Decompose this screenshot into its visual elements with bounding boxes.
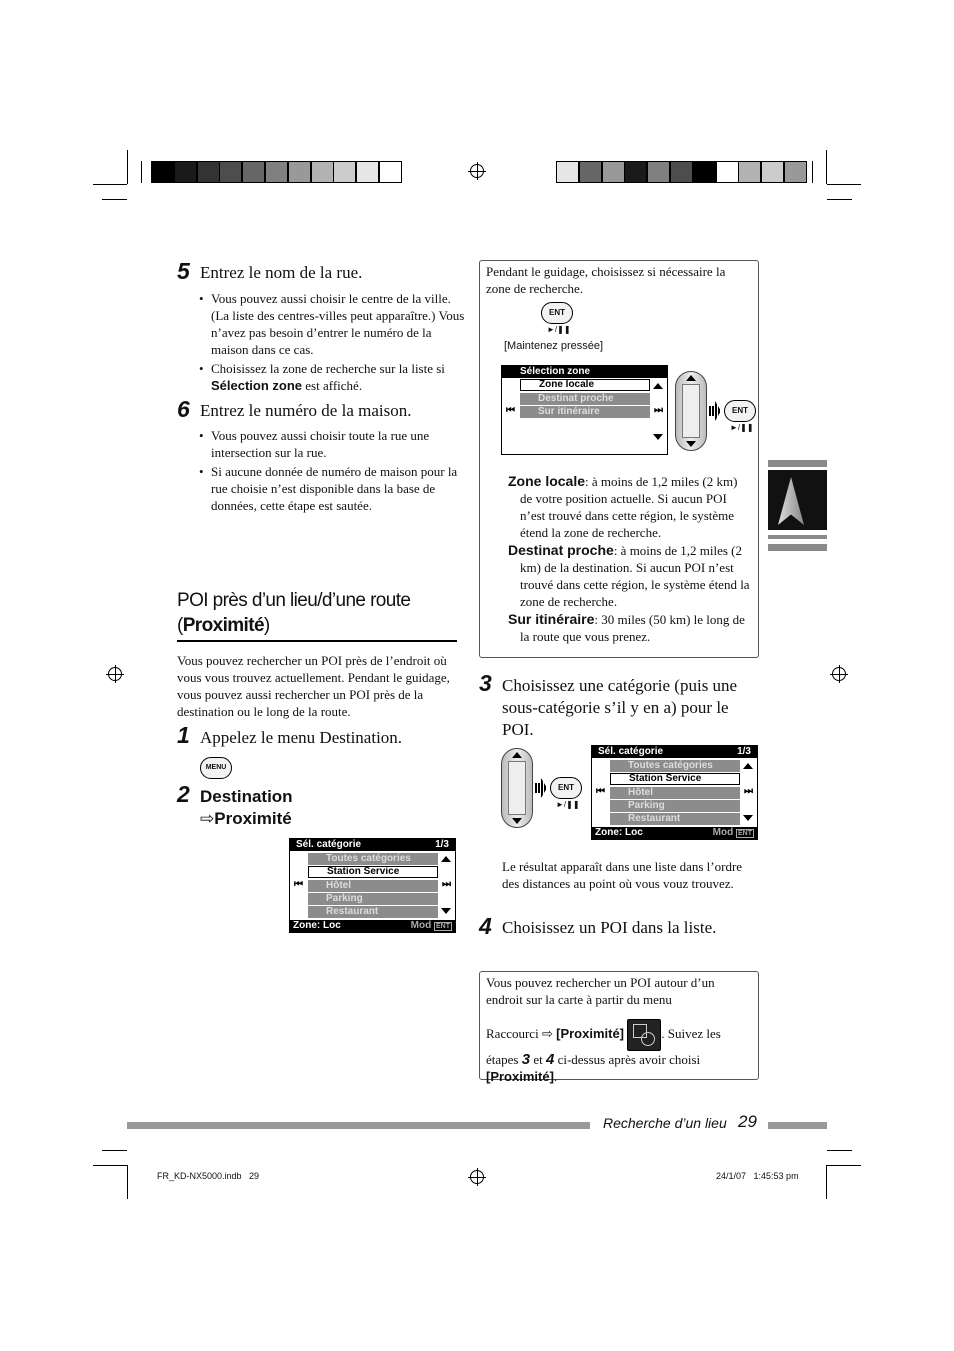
- list-item[interactable]: Restaurant: [308, 906, 438, 918]
- box-text: Raccourci ⇨ [Proximité] . Suivez les étapes 3 et 4 ci-dessus après avoir choisi [Proximité].: [486, 1019, 748, 1085]
- skip-forward-icon: ⏭: [442, 879, 451, 890]
- control-dial-icon[interactable]: [501, 748, 533, 828]
- shortcut-info-box: [479, 971, 759, 1084]
- registration-mark-icon: [108, 667, 122, 681]
- list-item-selected[interactable]: Station Service: [610, 773, 740, 785]
- list-item[interactable]: Parking: [610, 800, 740, 812]
- page-number: 29: [738, 1112, 757, 1131]
- bullet-list: [199, 427, 473, 516]
- list-item[interactable]: Parking: [308, 893, 438, 905]
- color-swatch: [288, 161, 311, 183]
- arrow-right-icon: [709, 401, 721, 421]
- section-underline: [177, 640, 457, 642]
- color-swatch: [670, 161, 693, 183]
- skip-forward-icon: ⏭: [744, 786, 753, 797]
- list-item[interactable]: Toutes catégories: [610, 760, 740, 772]
- list-item-selected[interactable]: Station Service: [308, 866, 438, 878]
- list-item[interactable]: Destinat proche: [520, 393, 650, 405]
- zone-info-box: [479, 260, 759, 658]
- list-item: • Si aucune donnée de numéro de maison pour la rue choisie n’est disponible dans la base de données, cette étape est sautée.: [211, 463, 473, 514]
- skip-back-icon: ⏮: [294, 879, 303, 890]
- step-number: 6: [177, 396, 190, 422]
- registration-mark-icon: [470, 1170, 484, 1184]
- color-swatch: [579, 161, 602, 183]
- step-number: 4: [479, 913, 492, 939]
- registration-mark-icon: [470, 164, 484, 178]
- color-swatch: [379, 161, 402, 183]
- lcd-header: Sélection zone: [502, 366, 667, 378]
- definition-item: Destinat proche: à moins de 1,2 miles (2 km) de la destination. Si aucun POI n’est trouvé dans cette région, le système étend la zone de recherche.: [508, 542, 750, 609]
- lcd-header: Sél. catégorie 1/3: [290, 839, 455, 851]
- color-swatch: [761, 161, 784, 183]
- list-item[interactable]: Hôtel: [610, 787, 740, 799]
- scroll-down-icon: [441, 908, 451, 914]
- step-title: Entrez le numéro de la maison.: [200, 401, 412, 420]
- color-swatch: [716, 161, 739, 183]
- list-item[interactable]: Toutes catégories: [308, 853, 438, 865]
- play-pause-label: ►/❚❚: [730, 423, 754, 432]
- ent-button[interactable]: ENT: [550, 777, 582, 799]
- registration-mark-icon: [832, 667, 846, 681]
- list-item[interactable]: Hôtel: [308, 880, 438, 892]
- lcd-footer: Zone: Loc Mod ENT: [592, 827, 757, 839]
- color-swatch: [219, 161, 242, 183]
- color-swatch: [602, 161, 625, 183]
- color-swatch: [624, 161, 647, 183]
- color-swatch: [174, 161, 197, 183]
- lcd-header: Sél. catégorie 1/3: [592, 746, 757, 758]
- color-swatch: [333, 161, 356, 183]
- color-swatch: [784, 161, 807, 183]
- result-paragraph: Le résultat apparaît dans une liste dans l’ordre des distances au point où vous vouz trouvez.: [502, 859, 743, 891]
- skip-back-icon: ⏮: [596, 786, 605, 797]
- color-swatch: [197, 161, 220, 183]
- play-pause-label: ►/❚❚: [547, 325, 571, 334]
- color-swatch: [356, 161, 379, 183]
- lcd-footer: Zone: Loc Mod ENT: [290, 920, 455, 932]
- color-swatch: [647, 161, 670, 183]
- scroll-down-icon: [653, 434, 663, 440]
- file-slug: FR_KD-NX5000.indb 29: [157, 1171, 260, 1181]
- step-title: Appelez le menu Destination.: [200, 728, 403, 747]
- scroll-up-icon: [653, 383, 663, 389]
- print-date: 24/1/07 1:45:53 pm: [716, 1171, 799, 1181]
- definition-item: Sur itinéraire: 30 miles (50 km) le long de la route que vous prenez.: [508, 611, 745, 644]
- scroll-up-icon: [743, 763, 753, 769]
- skip-back-icon: ⏮: [506, 405, 515, 416]
- definition-list: [508, 473, 751, 645]
- step-number: 5: [177, 258, 190, 284]
- play-pause-label: ►/❚❚: [556, 800, 580, 809]
- step-title: Choisissez une catégorie (puis une sous-catégorie s’il y en a) pour le POI.: [502, 676, 738, 739]
- step-number: 1: [177, 722, 190, 748]
- control-dial-icon[interactable]: [675, 371, 707, 451]
- color-swatch: [693, 161, 716, 183]
- menu-button[interactable]: MENU: [200, 757, 232, 779]
- color-swatch: [311, 161, 334, 183]
- step-title: Destination ⇨Proximité: [200, 787, 293, 828]
- skip-forward-icon: ⏭: [654, 405, 663, 416]
- hold-label: [Maintenez pressée]: [504, 340, 604, 352]
- list-item: • Vous pouvez aussi choisir toute la rue une intersection sur la rue.: [211, 427, 473, 461]
- list-item: • Vous pouvez aussi choisir le centre de la ville. (La liste des centres-villes peut apparaître.) Vous n’avez pas besoin d’entrer le numéro de la maison dans ce cas.: [211, 290, 471, 358]
- step-number: 2: [177, 781, 190, 807]
- color-swatch: [556, 161, 579, 183]
- color-swatch: [151, 161, 174, 183]
- ent-button[interactable]: ENT: [724, 400, 756, 422]
- proximity-poi-icon[interactable]: [627, 1019, 661, 1051]
- ent-button[interactable]: ENT: [541, 302, 573, 324]
- lcd-category-screen: [591, 745, 758, 840]
- footer-section-label: Recherche d’un lieu: [603, 1115, 727, 1131]
- footer-rule-left: [127, 1122, 590, 1129]
- step-number: 3: [479, 670, 492, 696]
- definition-item: Zone locale: à moins de 1,2 miles (2 km) de votre position actuelle. Si aucun POI n’est trouvé dans cette région, le système étend la zone de recherche.: [508, 473, 738, 540]
- list-item-selected[interactable]: Zone locale: [520, 379, 650, 391]
- box-text: Vous pouvez rechercher un POI autour d’un endroit sur la carte à partir du menu: [486, 975, 715, 1007]
- lcd-category-screen: [289, 838, 456, 933]
- list-item[interactable]: Restaurant: [610, 813, 740, 825]
- bullet-list: [199, 290, 471, 396]
- scroll-down-icon: [743, 815, 753, 821]
- color-swatch: [265, 161, 288, 183]
- box-intro: Pendant le guidage, choisissez si nécessaire la zone de recherche.: [486, 264, 726, 296]
- section-title: POI près d’un lieu/d’une route (Proximité): [177, 590, 411, 636]
- intro-paragraph: Vous pouvez rechercher un POI près de l’endroit où vous vous trouvez actuellement. Pendant le guidage, vous pouvez aussi rechercher un POI près de la destination ou le long de la route.: [177, 653, 450, 719]
- footer-rule-right: [768, 1122, 827, 1129]
- color-swatch: [242, 161, 265, 183]
- list-item: • Choisissez la zone de recherche sur la liste si Sélection zone est affiché.: [211, 360, 471, 394]
- arrow-right-icon: [535, 778, 547, 798]
- list-item[interactable]: Sur itinéraire: [520, 406, 650, 418]
- color-swatch: [738, 161, 761, 183]
- lcd-zone-screen: [501, 365, 668, 455]
- scroll-up-icon: [441, 856, 451, 862]
- step-title: Choisissez un POI dans la liste.: [502, 918, 717, 937]
- step-title: Entrez le nom de la rue.: [200, 263, 363, 282]
